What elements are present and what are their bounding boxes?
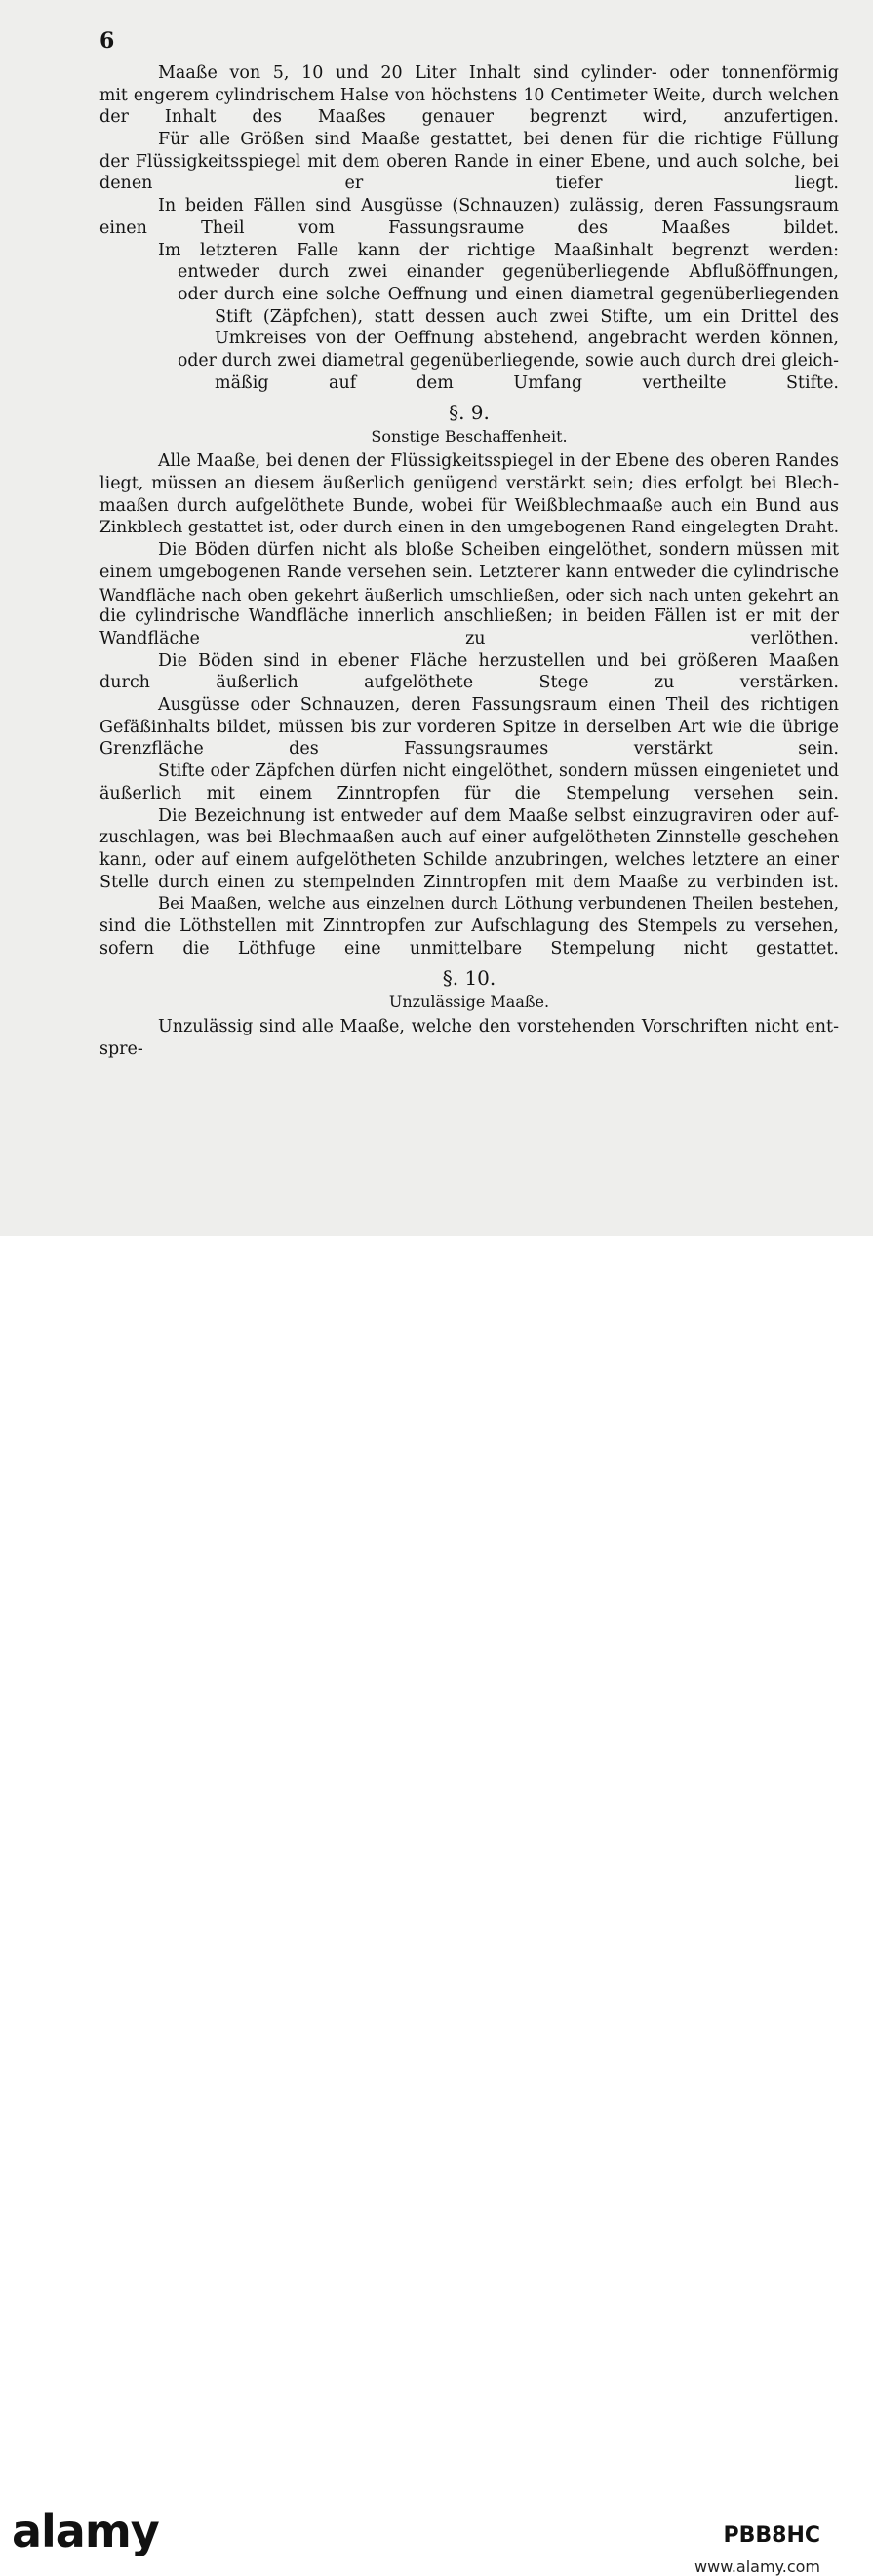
text-line: Umkreises von der Oeffnung abstehend, angebracht werden können, [215, 329, 839, 349]
text-line: sind die Löthstellen mit Zinntropfen zur Aufschlagung des Stempels zu versehen, [99, 916, 839, 936]
text-line: mit engerem cylindrischem Halse von höchstens 10 Centimeter Weite, durch welchen [99, 85, 839, 105]
image-id: PBB8HC [723, 2523, 820, 2548]
text-line: Im letzteren Falle kann der richtige Maaßinhalt begrenzt werden: [158, 240, 839, 260]
text-line: Die Böden dürfen nicht als bloße Scheiben eingelöthet, sondern müssen mit [158, 540, 839, 561]
text-line: Grenzfläche des Fassungsraumes verstärkt sein. [99, 739, 839, 760]
list-item [99, 350, 839, 394]
paragraph [99, 893, 839, 959]
text-line: Wandfläche nach oben gekehrt äußerlich umschließen, oder sich nach unten gekehrt an [99, 584, 839, 605]
watermark-banner [0, 1236, 873, 2576]
text-line: einem umgebogenen Rande versehen sein. Letzterer kann entweder die cylindrische [99, 562, 839, 582]
text-line: Bei Maaßen, welche aus einzelnen durch Löthung verbundenen Theilen bestehen, [158, 894, 839, 914]
paragraph [99, 805, 839, 894]
section-heading: §. 10. [442, 966, 496, 991]
text-line: Ausgüsse oder Schnauzen, deren Fassungsraum einen Theil des richtigen [158, 695, 839, 716]
text-line: zuschlagen, was bei Blechmaaßen auch auf einer aufgelötheten Zinnstelle geschehen [99, 828, 839, 848]
document-page [0, 0, 873, 1236]
text-line: Unzulässig sind alle Maaße, welche den vorstehenden Vorschriften nicht ent- [158, 1017, 839, 1037]
page-number: 6 [99, 28, 115, 54]
text-line: kann, oder auf einem aufgelötheten Schilde anzubringen, welches letztere an einer [99, 849, 839, 870]
text-line: Gefäßinhalts bildet, müssen bis zur vorderen Spitze in derselben Art wie die übrige [99, 717, 839, 737]
paragraph [99, 195, 839, 239]
text-line: die cylindrische Wandfläche innerlich anschließen; in beiden Fällen ist er mit der [99, 606, 839, 627]
list-item [99, 284, 839, 350]
text-line: sofern die Löthfuge eine unmittelbare Stempelung nicht gestattet. [99, 938, 839, 958]
text-line: der Inhalt des Maaßes genauer begrenzt wird, anzufertigen. [99, 107, 839, 128]
text-line: Die Bezeichnung ist entweder auf dem Maaße selbst einzugraviren oder auf- [158, 805, 839, 826]
text-line: denen er tiefer liegt. [99, 174, 839, 194]
text-line: In beiden Fällen sind Ausgüsse (Schnauzen) zulässig, deren Fassungsraum [158, 196, 839, 216]
text-line: Wandfläche zu verlöthen. [99, 628, 839, 648]
paragraph [99, 62, 839, 129]
catchword: spre- [99, 1039, 143, 1060]
section-heading: §. 9. [449, 401, 490, 425]
section-title: Unzulässige Maaße. [388, 993, 550, 1012]
text-line: Maaße von 5, 10 und 20 Liter Inhalt sind cylinder- oder tonnenförmig [158, 63, 839, 83]
text-line: äußerlich mit einem Zinntropfen für die Stempelung versehen sein. [99, 783, 839, 803]
paragraph [99, 650, 839, 694]
paragraph [99, 450, 839, 539]
text-line: der Flüssigkeitsspiegel mit dem oberen Rande in einer Ebene, und auch solche, bei [99, 151, 839, 172]
text-line: maaßen durch aufgelöthete Bunde, wobei für Weißblechmaaße auch ein Bund aus [99, 495, 839, 516]
text-line: oder durch zwei diametral gegenüberliegende, sowie auch durch drei gleich- [178, 351, 839, 371]
text-line: mäßig auf dem Umfang vertheilte Stifte. [215, 372, 839, 393]
list-item [99, 261, 839, 284]
brand-logo: alamy [12, 2505, 159, 2557]
text-line: Stifte oder Zäpfchen dürfen nicht eingelöthet, sondern müssen eingenietet und [158, 761, 839, 782]
section-title: Sonstige Beschaffenheit. [371, 427, 568, 447]
page-text [99, 20, 839, 1061]
text-line: liegt, müssen an diesem äußerlich genügend verstärkt sein; dies erfolgt bei Blech- [99, 474, 839, 494]
text-line: einen Theil vom Fassungsraume des Maaßes bildet. [99, 217, 839, 238]
text-line: Stift (Zäpfchen), statt dessen auch zwei Stifte, um ein Drittel des [215, 306, 839, 327]
text-line: Die Böden sind in ebener Fläche herzustellen und bei größeren Maaßen [158, 650, 839, 671]
text-line: Für alle Größen sind Maaße gestattet, bei denen für die richtige Füllung [158, 130, 839, 150]
text-line: Alle Maaße, bei denen der Flüssigkeitsspiegel in der Ebene des oberen Randes [158, 451, 839, 472]
text-line: oder durch eine solche Oeffnung und einen diametral gegenüberliegenden [178, 284, 839, 304]
paragraph [99, 539, 839, 649]
text-line: durch äußerlich aufgelöthete Stege zu verstärken. [99, 673, 839, 693]
site-url: www.alamy.com [694, 2557, 820, 2576]
paragraph [99, 240, 839, 262]
text-line: Stelle durch einen zu stempelnden Zinntropfen mit dem Maaße zu verbinden ist. [99, 872, 839, 892]
paragraph [99, 694, 839, 761]
paragraph [99, 761, 839, 804]
text-line: entweder durch zwei einander gegenüberliegende Abflußöffnungen, [178, 262, 839, 283]
text-line: Zinkblech gestattet ist, oder durch einen in den umgebogenen Rand eingelegten Draht. [99, 518, 839, 538]
paragraph [99, 129, 839, 195]
paragraph [99, 1016, 839, 1060]
